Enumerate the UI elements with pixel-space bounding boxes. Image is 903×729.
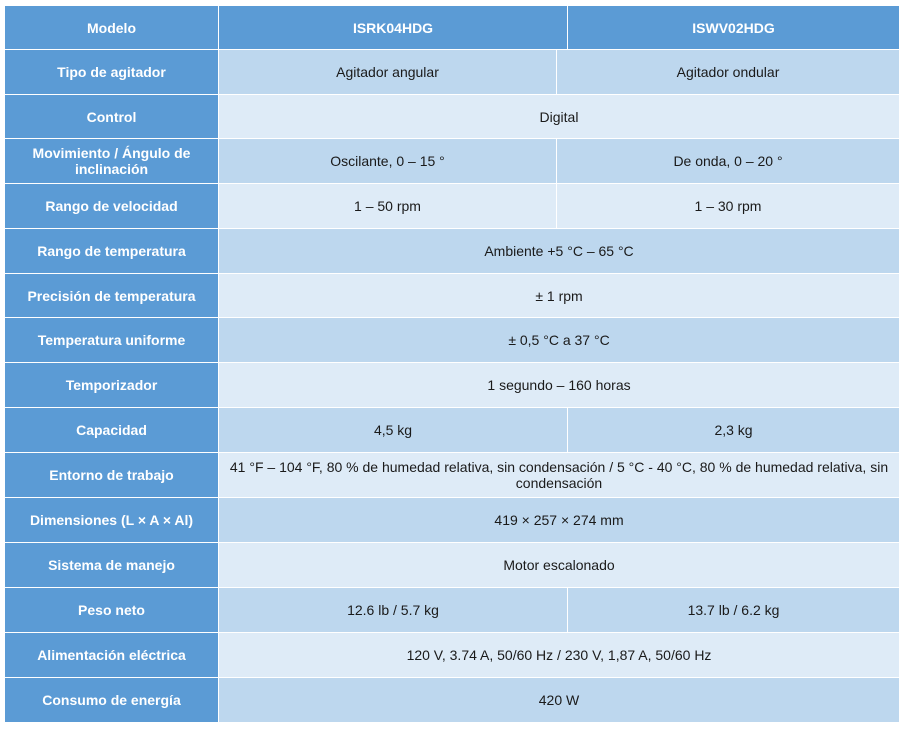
cell-shared: Motor escalonado	[219, 543, 900, 588]
cell-shared: 419 × 257 × 274 mm	[219, 498, 900, 543]
row-label: Movimiento / Ángulo de inclinación	[5, 139, 219, 184]
table-row-speed	[5, 184, 900, 229]
row-label: Temperatura uniforme	[5, 318, 219, 363]
table-row-temp-range	[5, 229, 900, 274]
row-label: Consumo de energía	[5, 678, 219, 723]
cell-model-a: Oscilante, 0 – 15 °	[219, 139, 557, 184]
header-model-b: ISWV02HDG	[568, 6, 900, 50]
row-label: Rango de velocidad	[5, 184, 219, 229]
cell-model-a: 12.6 lb / 5.7 kg	[219, 588, 568, 633]
header-label-cell: Modelo	[5, 6, 219, 50]
cell-shared: Digital	[219, 95, 900, 139]
cell-model-a: Agitador angular	[219, 50, 557, 95]
table-row-power-supply	[5, 633, 900, 678]
cell-model-b: De onda, 0 – 20 °	[557, 139, 900, 184]
header-model-a: ISRK04HDG	[219, 6, 568, 50]
table-row-weight	[5, 588, 900, 633]
cell-shared: 1 segundo – 160 horas	[219, 363, 900, 408]
row-label: Entorno de trabajo	[5, 453, 219, 498]
cell-model-a: 1 – 50 rpm	[219, 184, 557, 229]
cell-shared: ± 1 rpm	[219, 274, 900, 318]
table-header-row	[5, 6, 900, 50]
row-label: Tipo de agitador	[5, 50, 219, 95]
row-label: Sistema de manejo	[5, 543, 219, 588]
table-row-power-consumption	[5, 678, 900, 723]
row-label: Temporizador	[5, 363, 219, 408]
table-row-temp-precision	[5, 274, 900, 318]
table-row-dimensions	[5, 498, 900, 543]
table-row-control	[5, 95, 900, 139]
row-label: Peso neto	[5, 588, 219, 633]
table-row-drive	[5, 543, 900, 588]
table-row-environment	[5, 453, 900, 498]
table-row-capacity	[5, 408, 900, 453]
cell-model-b: 13.7 lb / 6.2 kg	[568, 588, 900, 633]
row-label: Capacidad	[5, 408, 219, 453]
cell-model-a: 4,5 kg	[219, 408, 568, 453]
cell-shared: 420 W	[219, 678, 900, 723]
cell-shared: 120 V, 3.74 A, 50/60 Hz / 230 V, 1,87 A, 50/60 Hz	[219, 633, 900, 678]
cell-shared: ± 0,5 °C a 37 °C	[219, 318, 900, 363]
table-row-timer	[5, 363, 900, 408]
table-row-temp-uniform	[5, 318, 900, 363]
row-label: Rango de temperatura	[5, 229, 219, 274]
cell-shared: 41 °F – 104 °F, 80 % de humedad relativa, sin condensación / 5 °C - 40 °C, 80 % de humedad relativa, sin condensación	[219, 453, 900, 498]
cell-shared: Ambiente +5 °C – 65 °C	[219, 229, 900, 274]
row-label: Control	[5, 95, 219, 139]
row-label: Alimentación eléctrica	[5, 633, 219, 678]
cell-model-b: 2,3 kg	[568, 408, 900, 453]
row-label: Dimensiones (L × A × Al)	[5, 498, 219, 543]
cell-model-b: Agitador ondular	[557, 50, 900, 95]
spec-table	[4, 5, 900, 723]
row-label: Precisión de temperatura	[5, 274, 219, 318]
cell-model-b: 1 – 30 rpm	[557, 184, 900, 229]
table-row-agitator	[5, 50, 900, 95]
table-row-movement	[5, 139, 900, 184]
